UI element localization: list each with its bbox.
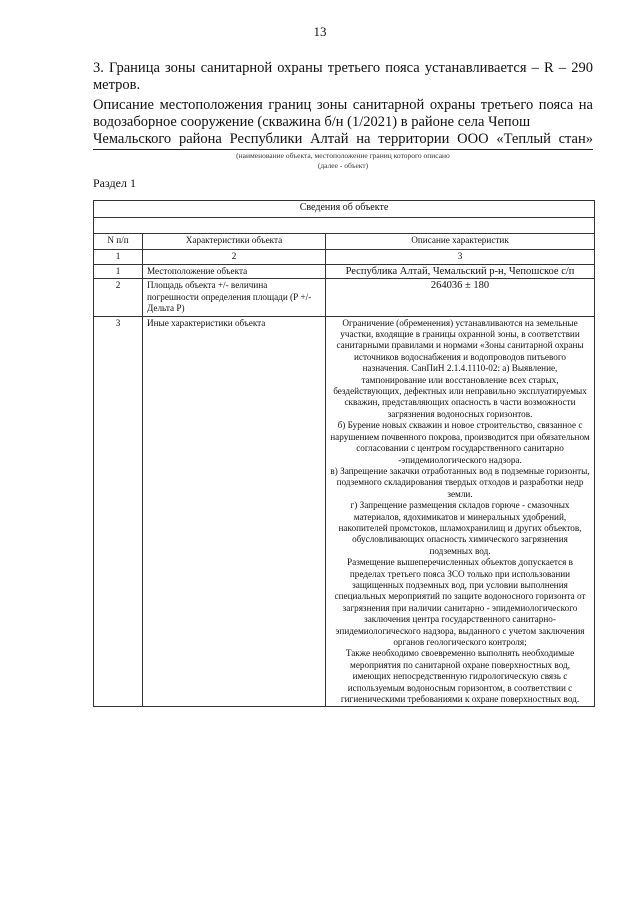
col-header-description: Описание характеристик (326, 234, 595, 250)
restriction-paragraph: б) Бурение новых скважин и новое строительство, связанное с нарушением почвенного покрова, производится при обязательном согласовании с центром государственного санитарно -эпидемиологического надзора. (330, 420, 590, 465)
boundary-description-paragraph (93, 97, 593, 148)
restriction-paragraph: Ограничение (обременения) устанавливаются на земельные участки, входящие в границы охранной зоны, в соответствии санитарными правилами и нормами «Зоны санитарной охраны источников водоснабжения и водопроводов питьевого назначения. СанПиН 2.1.4.1110-02: а) Выявление, тампонирование или восстановление всех старых, бездействующих, дефектных или неправильно эксплуатируемых скважин, представляющих опасность в части возможности загрязнения водоносных горизонтов. (333, 317, 587, 419)
col-number-cell: 2 (143, 250, 326, 265)
row-characteristic: Иные характеристики объекта (143, 316, 326, 707)
table-row (94, 265, 595, 279)
table-title: Сведения об объекте (94, 201, 595, 218)
section-label: Раздел 1 (93, 176, 136, 190)
row-value-restrictions (326, 316, 595, 707)
row-characteristic: Площадь объекта +/- величина погрешности определения площади (Р +/- Дельта Р) (143, 279, 326, 316)
restriction-paragraph: г) Запрещение размещения складов горюче - смазочных материалов, ядохимикатов и минеральных удобрений, накопителей промстоков, шламохранилищ и других объектов, обусловливающих опасность химического загрязнения подземных вод. (338, 500, 582, 556)
page-number: 13 (313, 24, 327, 39)
row-value: 264036 ± 180 (326, 279, 595, 316)
boundary-description-line: Описание местоположения границ зоны санитарной охраны третьего пояса на водозаборное сооружение (скважина б/н (1/2021) в районе села Чепош (93, 97, 593, 130)
underline-divider (93, 149, 593, 150)
table-row (94, 316, 595, 707)
col-header-characteristic: Характеристики объекта (143, 234, 326, 250)
restriction-paragraph: в) Запрещение закачки отработанных вод в подземные горизонты, подземного складирования твердых отходов и разработки недр земли. (330, 465, 590, 499)
caption-line: (далее - объект) (317, 161, 369, 170)
row-number: 1 (94, 265, 143, 279)
table-spacer-row (94, 218, 595, 234)
col-header-number: N п/п (94, 234, 143, 250)
row-number: 3 (94, 316, 143, 707)
zone-radius-paragraph: 3. Граница зоны санитарной охраны третьего пояса устанавливается – R – 290 метров. (93, 60, 593, 93)
row-value: Республика Алтай, Чемальский р-н, Чепошское с/п (326, 265, 595, 279)
col-number-cell: 3 (326, 250, 595, 265)
table-row (94, 279, 595, 316)
object-info-table (93, 200, 595, 707)
col-number-cell: 1 (94, 250, 143, 265)
restriction-paragraph: Также необходимо своевременно выполнять необходимые мероприятия по санитарной охране поверхностных вод, имеющих непосредственную гидрологическую связь с используемым водоносным горизонтом, в соответствии с гигиеническими требованиями к охране поверхностных вод. (340, 648, 580, 705)
boundary-description-line: Чемальского района Республики Алтай на территории ООО «Теплый стан» (93, 131, 593, 147)
caption-line: (наименование объекта, местоположение границ которого описано (236, 151, 450, 160)
object-caption (93, 151, 593, 171)
row-number: 2 (94, 279, 143, 316)
row-characteristic: Местоположение объекта (143, 265, 326, 279)
restriction-paragraph: Размещение вышеперечисленных объектов допускается в пределах третьего пояса ЗСО только при использовании защищенных подземных вод, при условии выполнения специальных мероприятий по защите водоносного горизонта от загрязнения при наличии санитарно - эпидемиологического заключения центра государственного санитарно-эпидемиологического надзора, выданного с учетом заключения органов геологического контроля; (334, 557, 586, 647)
